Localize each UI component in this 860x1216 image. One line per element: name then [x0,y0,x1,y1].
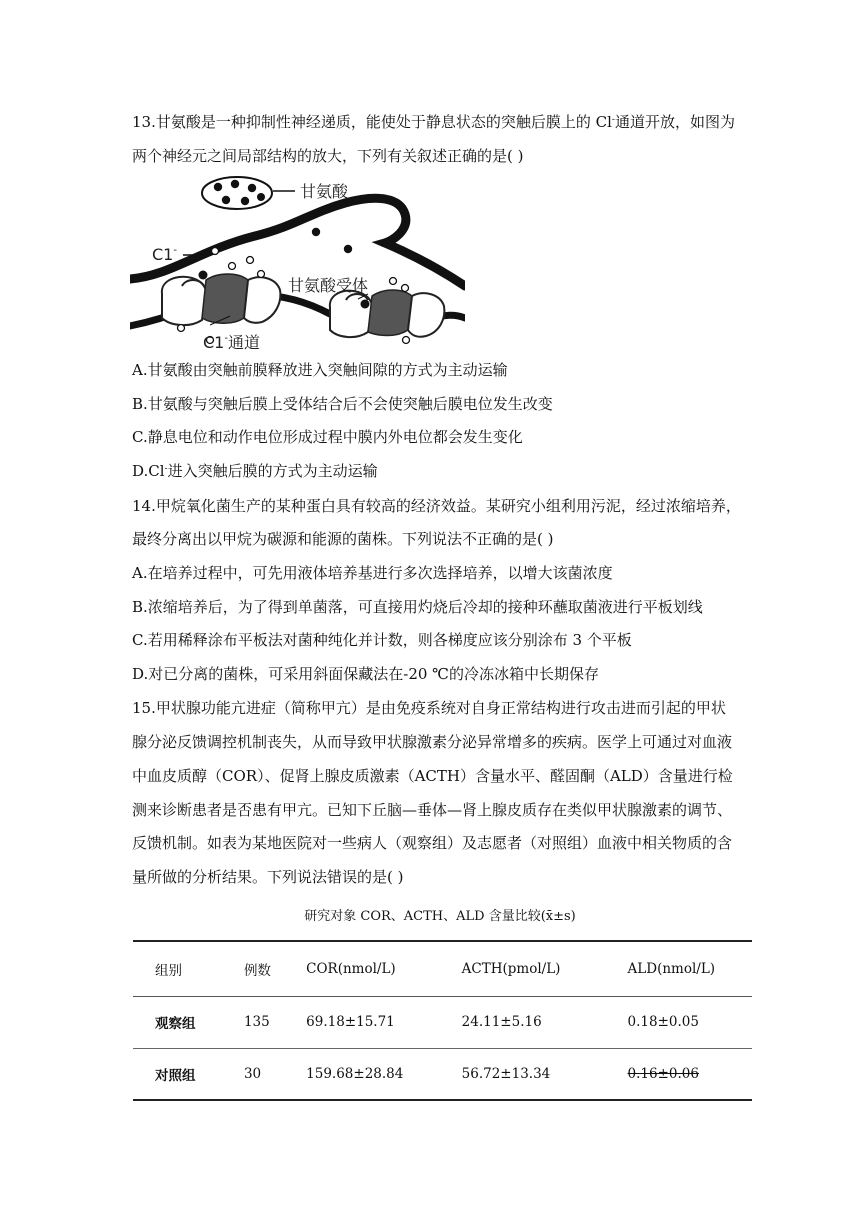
cell-acth: 24.11±5.16 [461,1014,542,1030]
table-row [133,996,752,1048]
cell-ald: 0.16±0.06 [627,1065,699,1082]
q15-stem-line-1: 15.甲状腺功能亢进症（简称甲亢）是由免疫系统对自身正常结构进行攻击进而引起的甲状 [132,699,726,717]
q13-option-a: A.甘氨酸由突触前膜释放进入突触间隙的方式为主动运输 [132,361,508,379]
cell-acth: 56.72±13.34 [461,1065,551,1082]
label-chloride: C1- [152,245,177,264]
q13-option-d: D.Cl-进入突触后膜的方式为主动运输 [132,462,378,480]
q15-stem-line-4: 测来诊断患者是否患有甲亢。已知下丘脑—垂体—肾上腺皮质存在类似甲状腺激素的调节、 [132,801,733,819]
q14-stem-line-2: 最终分离出以甲烷为碳源和能源的菌株。下列说法不正确的是( ) [132,530,554,548]
label-glycine-receptor: 甘氨酸受体 [288,276,369,295]
q14-stem-line-1: 14.甲烷氧化菌生产的某种蛋白具有较高的经济效益。某研究小组利用污泥，经过浓缩培养， [132,497,741,515]
synapse-diagram [130,168,465,350]
q13-stem-line-1: 13.甘氨酸是一种抑制性神经递质，能使处于静息状态的突触后膜上的 Cl-通道开放，如图为 [132,113,735,131]
q14-option-d: D.对已分离的菌株，可采用斜面保藏法在-20 ℃的冷冻冰箱中长期保存 [132,665,599,683]
cell-group: 观察组 [155,1016,196,1032]
q13-stem-line-2: 两个神经元之间局部结构的放大，下列有关叙述正确的是( ) [132,147,524,165]
table-header-row [133,941,752,996]
presynaptic-membrane [130,198,465,286]
label-glycine: 甘氨酸 [300,182,349,201]
glycine-receptor-right [330,290,445,337]
cell-cor: 69.18±15.71 [306,1014,395,1030]
label-chloride-channel: C1-通道 [203,333,260,350]
cell-count: 30 [243,1065,262,1082]
header-cor: COR(nmol/L) [306,960,396,977]
header-acth: ACTH(pmol/L) [461,960,561,977]
q15-stem-line-6: 量所做的分析结果。下列说法错误的是( ) [132,868,404,886]
q15-stem-line-3: 中血皮质醇（COR）、促肾上腺皮质激素（ACTH）含量水平、醛固酮（ALD）含量进行检 [132,767,733,785]
table-row [133,1048,752,1100]
header-count: 例数 [243,962,271,979]
header-ald: ALD(nmol/L) [627,960,716,977]
cell-ald: 0.18±0.05 [627,1014,699,1030]
q13-option-b: B.甘氨酸与突触后膜上受体结合后不会使突触后膜电位发生改变 [132,395,553,413]
cell-group: 对照组 [155,1067,196,1084]
header-group: 组别 [155,962,182,979]
q14-option-b: B.浓缩培养后，为了得到单菌落，可直接用灼烧后冷却的接种环蘸取菌液进行平板划线 [132,598,703,616]
q15-stem-line-5: 反馈机制。如表为某地医院对一些病人（观察组）及志愿者（对照组）血液中相关物质的含 [132,834,733,852]
q14-option-a: A.在培养过程中，可先用液体培养基进行多次选择培养，以增大该菌浓度 [132,564,613,582]
q13-option-c: C.静息电位和动作电位形成过程中膜内外电位都会发生变化 [132,428,523,446]
results-table [133,940,752,1101]
cell-count: 135 [243,1014,270,1030]
cell-cor: 159.68±28.84 [306,1065,404,1082]
q15-stem-line-2: 腺分泌反馈调控机制丧失，从而导致甲状腺激素分泌异常增多的疾病。医学上可通过对血液 [132,733,733,751]
glycine-receptor-left [162,274,281,325]
q14-option-c: C.若用稀释涂布平板法对菌种纯化并计数，则各梯度应该分别涂布 3 个平板 [132,631,632,649]
table-caption: 研究对象 COR、ACTH、ALD 含量比较(x̄±s) [304,909,576,924]
